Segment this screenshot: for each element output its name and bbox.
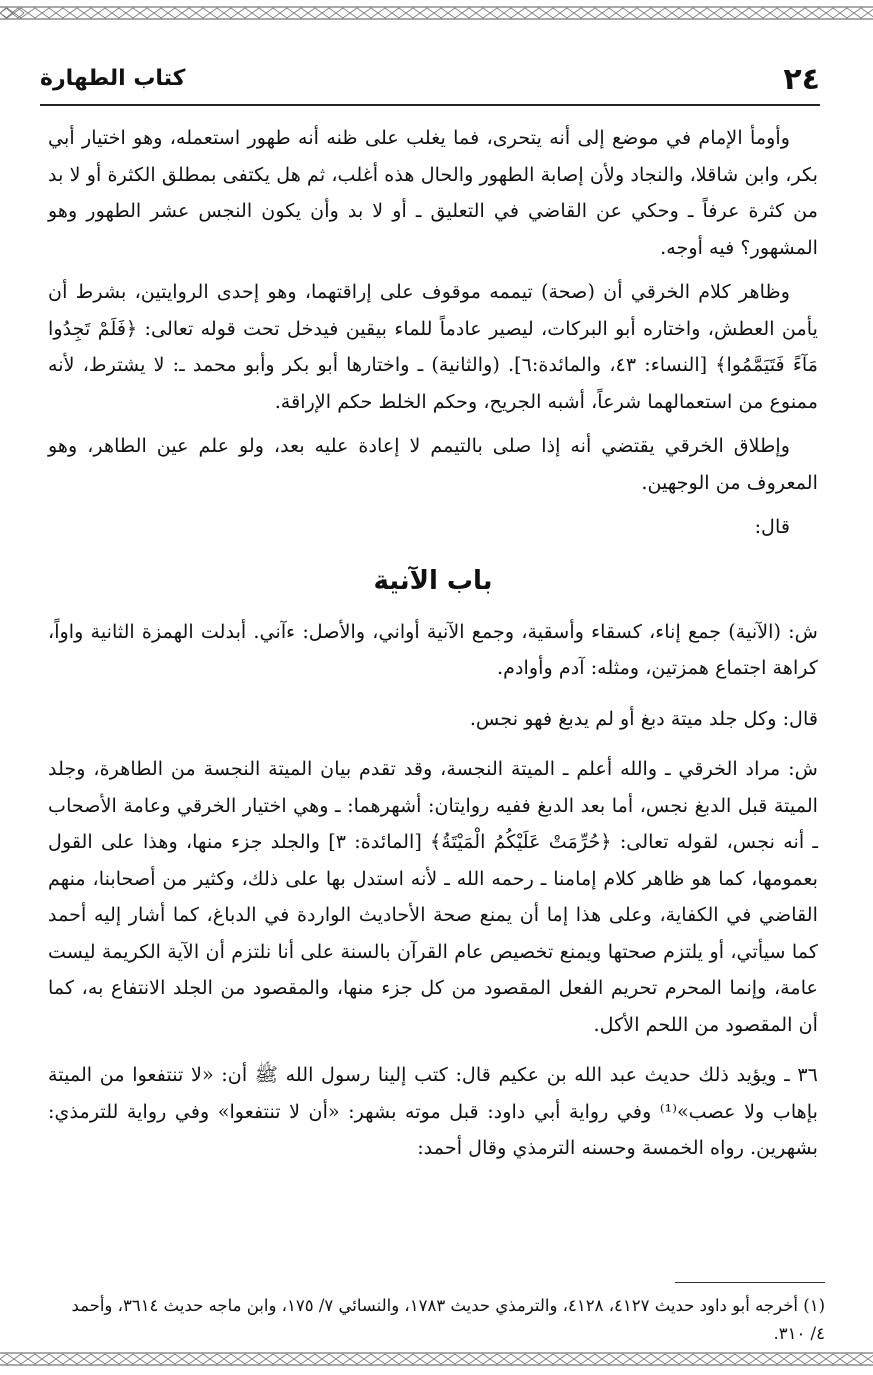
paragraph-hadith-36: ٣٦ ـ ويؤيد ذلك حديث عبد الله بن عكيم قال: كتب إلينا رسول الله ﷺ أن: «لا تنتفعوا من الميتة بإهاب ولا عصب»⁽¹⁾ وفي رواية أبي داود: قبل موته بشهر: «أن لا تنتفعوا» وفي رواية للترمذي: بشهرين. رواه الخمسة وحسنه الترمذي وقال أحمد: xyxy=(48,1063,818,1159)
chapter-title: باب الآنية xyxy=(373,565,493,596)
bottom-ornamental-border xyxy=(0,1350,873,1368)
paragraph-aniyah-explanation: ش: (الآنية) جمع إناء، كسقاء وأسقية، وجمع الآنية أواني، والأصل: ءآني. أبدلت الهمزة الثانية واواً، كراهة اجتماع همزتين، ومثله: آدم وأوادم. xyxy=(48,619,818,679)
footnote: (١) أخرجه أبو داود حديث ٤١٢٧، ٤١٢٨، والترمذي حديث ١٧٨٣، والنسائي ٧/ ١٧٥، وابن ماجه حديث ٣٦١٤، وأحمد ٤/ ٣١٠. xyxy=(71,1296,825,1343)
page-number: ٢٤ xyxy=(783,62,820,97)
paragraph-3: وإطلاق الخرقي يقتضي أنه إذا صلى بالتيمم لا إعادة عليه بعد، ولو علم عين الطاهر، وهو المعروف من الوجهين. xyxy=(48,434,818,494)
top-ornamental-border xyxy=(0,4,873,22)
page-header xyxy=(40,62,820,102)
paragraph-matn: قال: وكل جلد ميتة دبغ أو لم يدبغ فهو نجس. xyxy=(469,706,818,730)
paragraph-qala: قال: xyxy=(754,515,790,538)
running-title: كتاب الطهارة xyxy=(40,66,186,91)
footnote-rule xyxy=(675,1282,825,1283)
paragraph-2: وظاهر كلام الخرقي أن (صحة) تيممه موقوف على إراقتهما، وهو إحدى الروايتين، بشرط أن يأمن العطش، واختاره أبو البركات، ليصير عادماً للماء بيقين فيدخل تحت قوله تعالى: ﴿فَلَمْ تَجِدُوا مَآءً فَتَيَمَّمُوا﴾ [النساء: ٤٣، والمائدة:٦]. (والثانية) ـ واختارها أبو بكر وأبو محمد ـ: لا يشترط، لأنه ممنوع من استعمالهما شرعاً، أشبه الجريح، وحكم الخلط حكم الإراقة. xyxy=(48,280,818,413)
header-rule xyxy=(40,104,820,106)
paragraph-1: وأومأ الإمام في موضع إلى أنه يتحرى، فما يغلب على ظنه أنه طهور استعمله، وهو اختيار أبي بكر، وابن شاقلا، والنجاد ولأن إصابة الطهور والحال هذه أغلب، ثم هل يكتفى بمطلق الكثرة أو لا بد من كثرة عرفاً ـ وحكي عن القاضي في التعليق ـ أو لا بد وأن يكون النجس عشر الطهور وهو المشهور؟ فيه أوجه. xyxy=(48,126,818,259)
main-text xyxy=(48,120,818,1175)
paragraph-sharh: ش: مراد الخرقي ـ والله أعلم ـ الميتة النجسة، وقد تقدم بيان الميتة النجسة من الطاهرة، وجلد الميتة قبل الدبغ نجس، أما بعد الدبغ ففيه روايتان: أشهرهما: ـ وهي اختيار الخرقي وعامة الأصحاب ـ أنه نجس، لقوله تعالى: ﴿حُرِّمَتْ عَلَيْكُمُ الْمَيْتَةُ﴾ [المائدة: ٣] والجلد جزء منها، وهذا على القول بعمومها، كما هو ظاهر كلام إمامنا ـ رحمه الله ـ لأنه استدل بها على ذلك، وكثير من أصحابنا، منهم القاضي في الكفاية، وعلى هذا إما أن يمنع صحة الأحاديث الواردة في الدباغ، كما أشار إليه أحمد كما سيأتي، أو يلتزم صحتها ويمنع تخصيص عام القرآن بالسنة على أنا نلتزم أن الآية الكريمة ليست عامة، وإنما المحرم تحريم الفعل المقصود من كل جزء منها، والمقصود من الجلد الانتفاع به، كما أن المقصود من اللحم الأكل. xyxy=(48,757,818,1036)
